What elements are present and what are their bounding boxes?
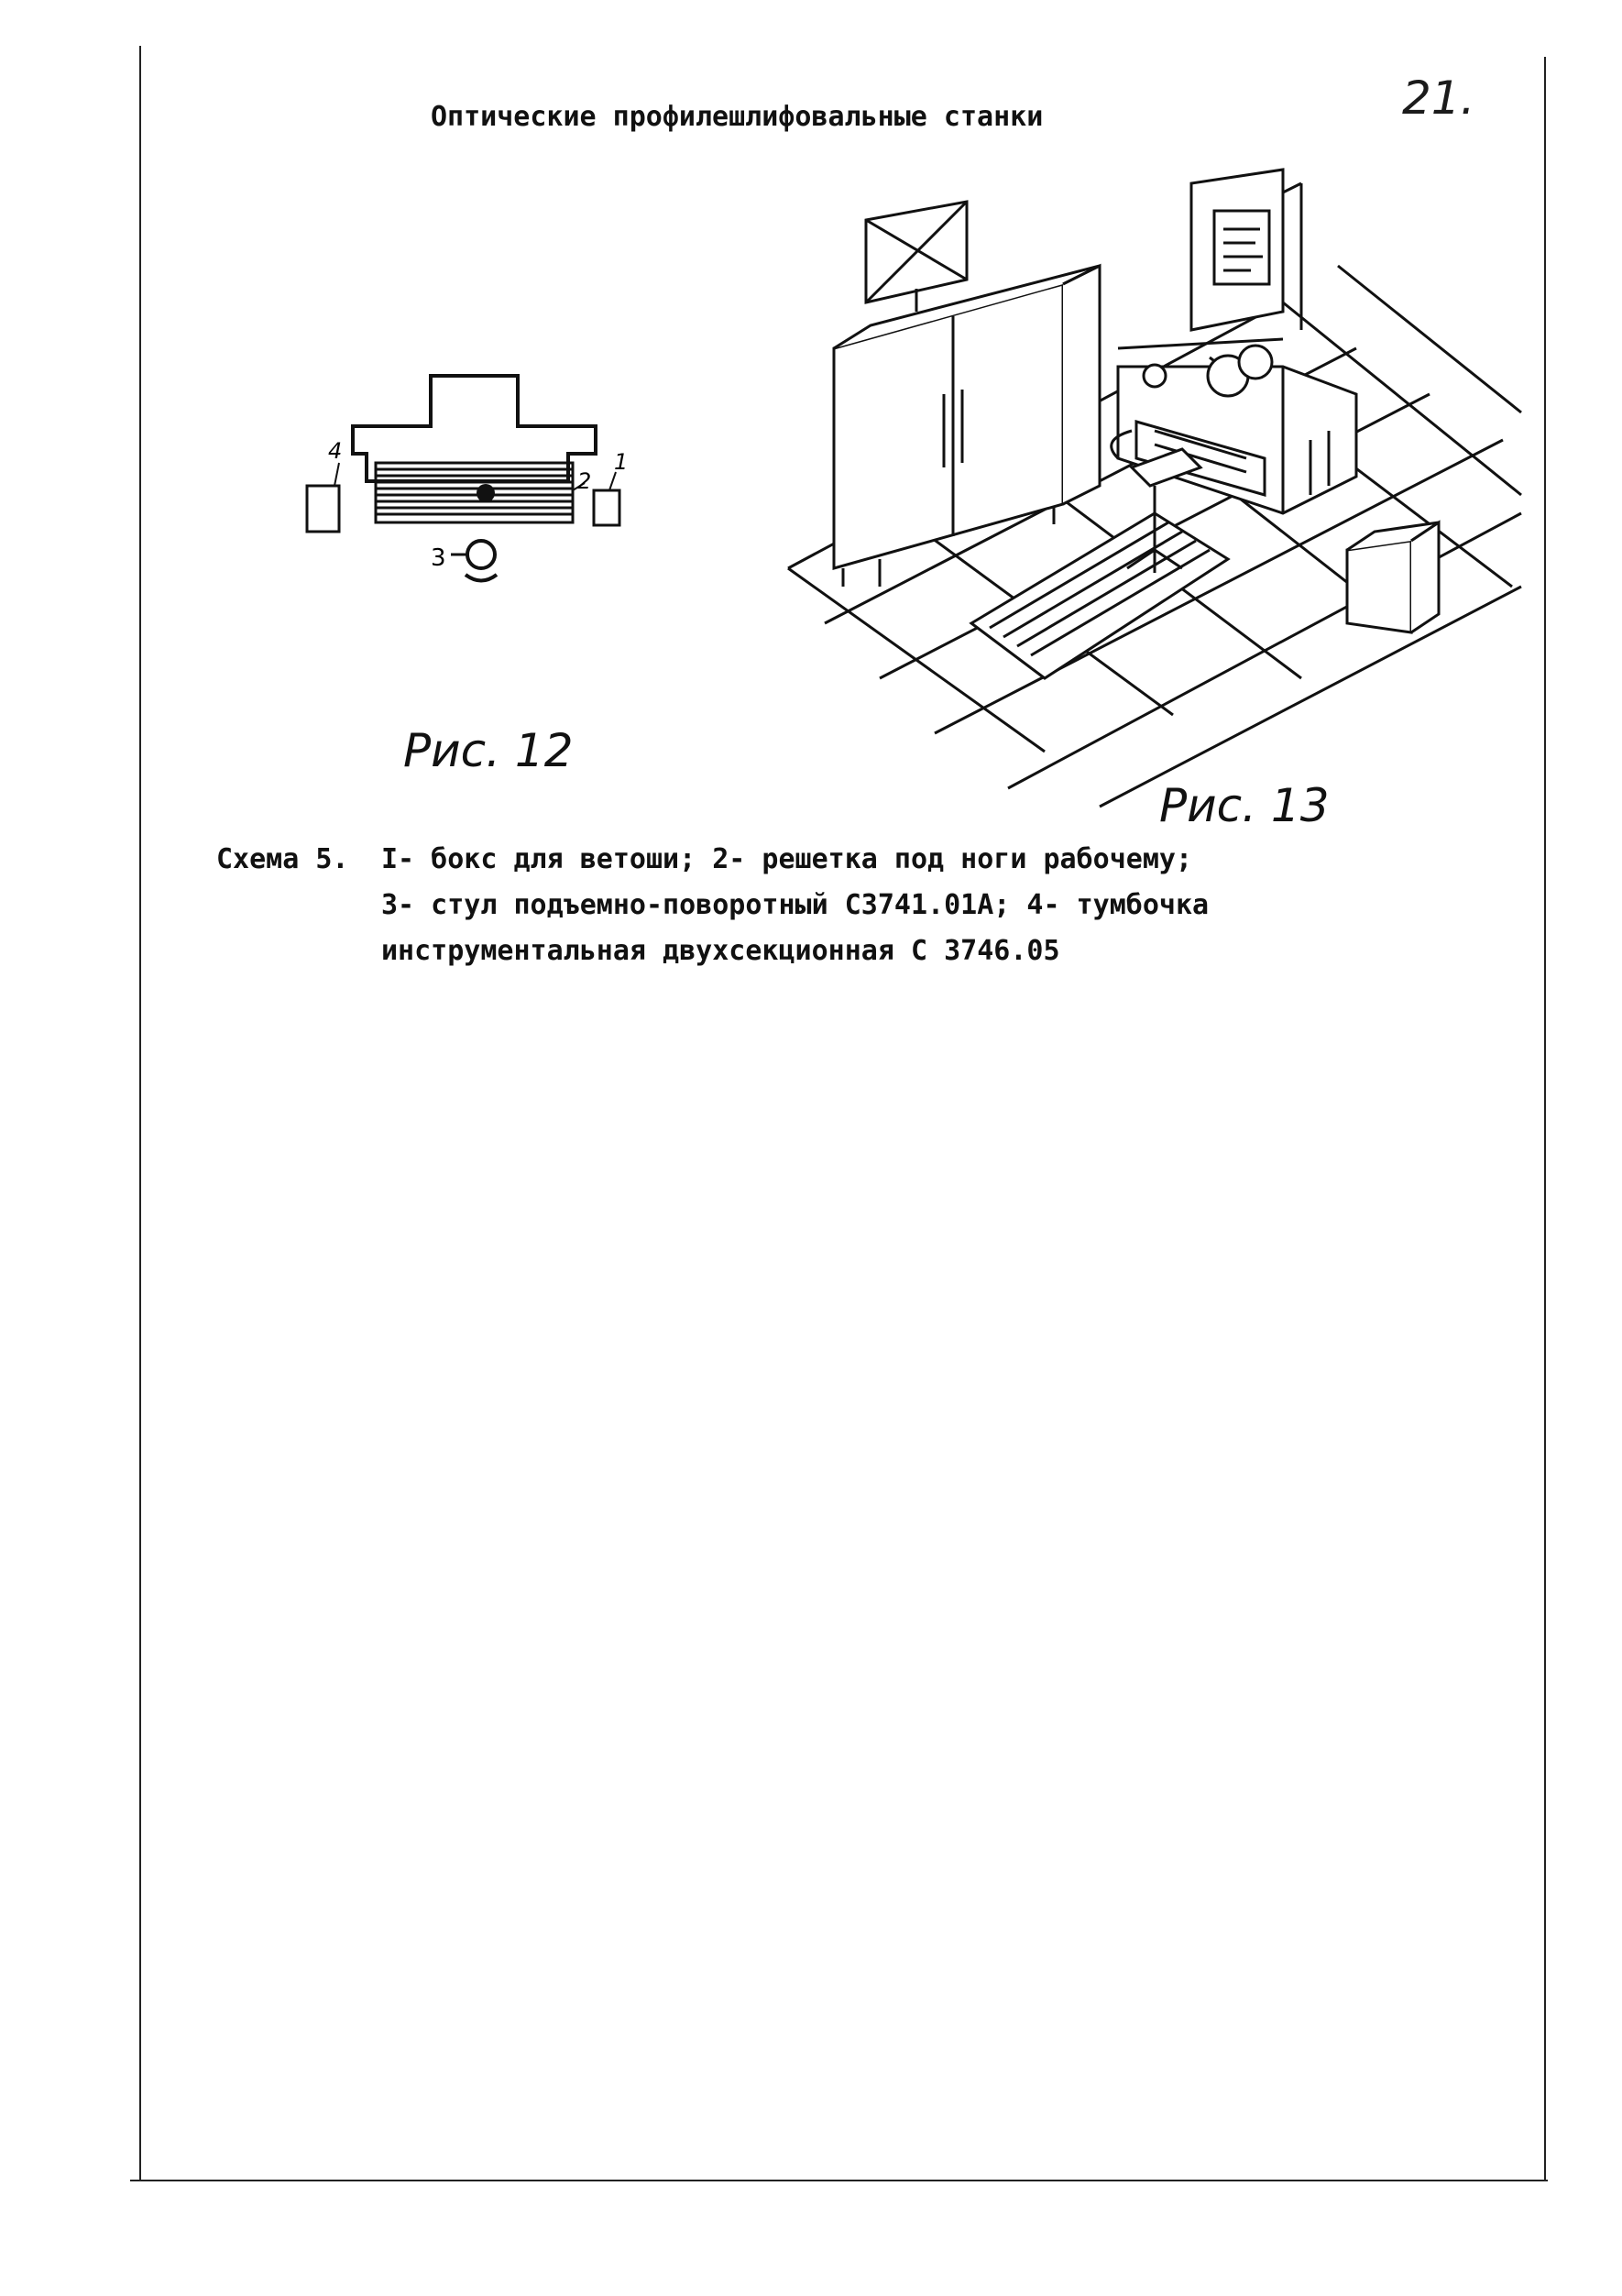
tool-cabinet: [834, 266, 1100, 587]
figure-12-plan-diagram: [293, 325, 629, 600]
page-header: Оптические профилешлифовальные станки: [431, 101, 1044, 133]
scheme-line-2: 3- стул подъемно-поворотный С3741.01А; 4- тумбочка: [381, 889, 1210, 921]
chair-symbol: [451, 541, 497, 581]
figure-13-perspective-drawing: [770, 165, 1530, 807]
scheme-line-3: инструментальная двухсекционная С 3746.05: [381, 935, 1060, 967]
machine-outline: [353, 376, 596, 481]
frame-bottom-border: [130, 2180, 1548, 2181]
side-box: [1347, 522, 1439, 632]
figure-13-caption: Рис. 13: [1159, 779, 1330, 832]
scheme-legend: [216, 837, 1518, 974]
page-number: 21.: [1402, 71, 1475, 125]
marker-1: 1: [614, 449, 629, 475]
item-1-box: [594, 490, 619, 525]
machine-tower: [1191, 170, 1301, 330]
marker-2: 2: [577, 468, 592, 494]
item-4-box: [307, 486, 339, 532]
marker-4: 4: [328, 438, 343, 464]
frame-left-border: [139, 46, 141, 2181]
scheme-line-1: [216, 837, 1518, 883]
cabinet-screen: [866, 202, 967, 312]
figure-12-caption: Рис. 12: [403, 724, 574, 777]
grate-hatching: [376, 463, 573, 522]
scheme-label: Схема 5.: [216, 843, 349, 875]
marker-3: 3: [431, 544, 446, 572]
frame-right-border: [1544, 57, 1546, 2181]
scheme-item-text: I- бокс для ветоши; 2- решетка под ноги рабочему;: [381, 843, 1193, 875]
